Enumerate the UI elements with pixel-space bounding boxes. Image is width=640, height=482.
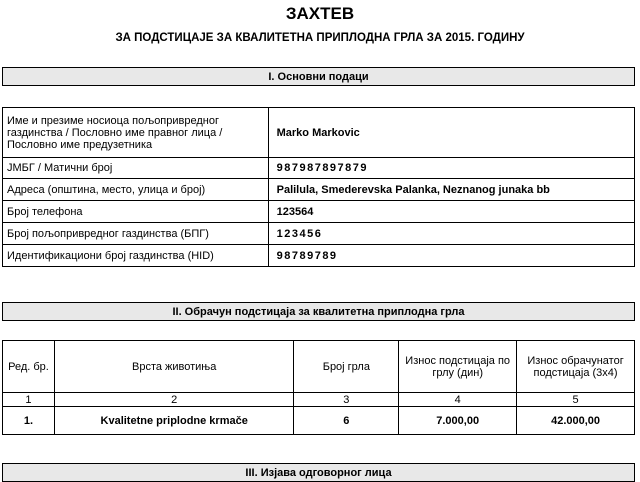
holder-name-label: Име и презиме носиоца пољопривредног газдинства / Пословно име правног лица / Пословно име предузетника	[3, 108, 269, 158]
col-number: 5	[517, 393, 635, 407]
col-number: 4	[399, 393, 517, 407]
col-header-count: Број грла	[294, 341, 399, 393]
col-number: 3	[294, 393, 399, 407]
row-number: 1.	[3, 407, 55, 435]
table-row	[3, 223, 635, 245]
table-header-row	[3, 341, 635, 393]
column-number-row	[3, 393, 635, 407]
col-header-total: Износ обрачунатог подстицаја (3x4)	[517, 341, 635, 393]
col-header-amount-per-head: Износ подстицаја по грлу (дин)	[399, 341, 517, 393]
col-header-animal: Врста животиња	[54, 341, 294, 393]
address-value: Palilula, Smederevska Palanka, Neznanog junaka bb	[268, 179, 634, 201]
table-row	[3, 179, 635, 201]
table-row	[3, 158, 635, 179]
table-row	[3, 407, 635, 435]
bpg-value: 123456	[268, 223, 634, 245]
total-amount: 42.000,00	[517, 407, 635, 435]
document-subtitle: ЗА ПОДСТИЦАЈЕ ЗА КВАЛИТЕТНА ПРИПЛОДНА ГРЛА ЗА 2015. ГОДИНУ	[115, 32, 525, 44]
table-row	[3, 108, 635, 158]
phone-value: 123564	[268, 201, 634, 223]
basic-data-table	[2, 107, 635, 267]
section-calculation-header: II. Обрачун подстицаја за квалитетна приплодна грла	[2, 302, 635, 321]
jmbg-label: ЈМБГ / Матични број	[3, 158, 269, 179]
hid-label: Идентификациони број газдинства (HID)	[3, 245, 269, 267]
holder-name-value: Marko Markovic	[268, 108, 634, 158]
phone-label: Број телефона	[3, 201, 269, 223]
section-statement-header: III. Изјава одговорног лица	[2, 463, 635, 482]
animal-type: Kvalitetne priplodne krmače	[54, 407, 294, 435]
table-row	[3, 245, 635, 267]
col-number: 1	[3, 393, 55, 407]
bpg-label: Број пољопривредног газдинства (БПГ)	[3, 223, 269, 245]
jmbg-value: 987987897879	[268, 158, 634, 179]
col-header-no: Ред. бр.	[3, 341, 55, 393]
section-basic-data-header: I. Основни подаци	[2, 67, 635, 86]
amount-per-head: 7.000,00	[399, 407, 517, 435]
animal-count: 6	[294, 407, 399, 435]
address-label: Адреса (општина, место, улица и број)	[3, 179, 269, 201]
col-number: 2	[54, 393, 294, 407]
table-row	[3, 201, 635, 223]
document-title: ЗАХТЕВ	[285, 4, 355, 23]
hid-value: 98789789	[268, 245, 634, 267]
calculation-table	[2, 340, 635, 435]
